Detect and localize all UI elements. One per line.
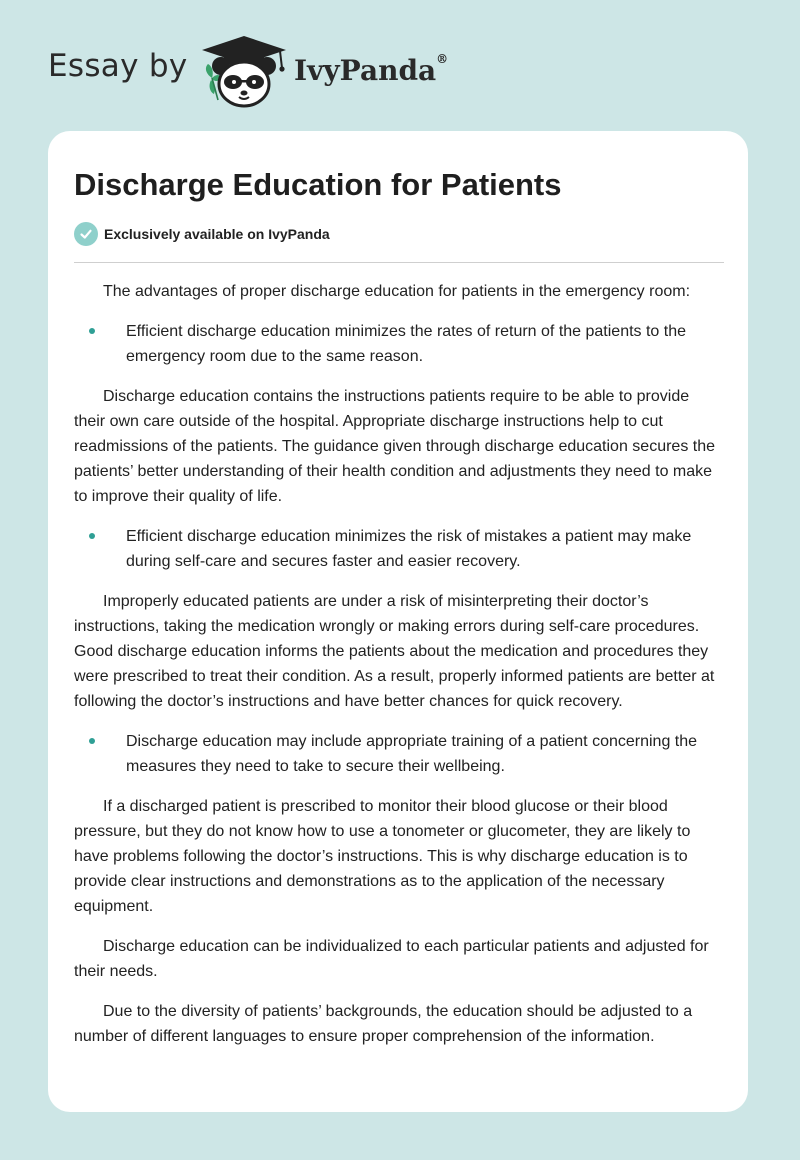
- registered-mark: ®: [436, 52, 449, 66]
- paragraph: The advantages of proper discharge education for patients in the emergency room:: [103, 283, 691, 300]
- bullet-item: Efficient discharge education minimizes the rates of return of the patients to the emergency room due to the same reason.: [74, 319, 724, 369]
- brand-name[interactable]: IvyPanda®: [294, 52, 449, 87]
- bullet-item: Discharge education may include appropriate training of a patient concerning the measures they need to take to secure their wellbeing.: [74, 729, 724, 779]
- article-body: [74, 279, 724, 1064]
- paragraph: Due to the diversity of patients’ backgrounds, the education should be adjusted to a number of different languages to ensure proper comprehension of the information.: [74, 1003, 693, 1045]
- divider: [74, 262, 724, 263]
- panda-logo-icon[interactable]: [198, 34, 290, 110]
- paragraph: Discharge education contains the instructions patients require to be able to provide their own care outside of the hospital. Appropriate discharge instructions help to cut readmissions of the patients. The guidance given through discharge education secures the patients’ better understanding of their health condition and adjustments they need to make to improve their quality of life.: [74, 388, 715, 505]
- bullet-list: [74, 319, 724, 369]
- paragraph: Improperly educated patients are under a risk of misinterpreting their doctor’s instructions, taking the medication wrongly or making errors during self-care procedures. Good discharge education informs the patients about the medication and procedures they were prescribed to treat their condition. As a result, properly informed patients are better at following the doctor’s instructions and have better chances for quick recovery.: [74, 593, 715, 710]
- exclusive-badge: [74, 222, 330, 246]
- site-header: [0, 0, 800, 130]
- bullet-item: Efficient discharge education minimizes the risk of mistakes a patient may make during self-care and secures faster and easier recovery.: [74, 524, 724, 574]
- bullet-list: [74, 524, 724, 574]
- paragraph: If a discharged patient is prescribed to monitor their blood glucose or their blood pressure, but they do not know how to use a tonometer or glucometer, they are likely to have problems following the doctor’s instructions. This is why discharge education is to provide clear instructions and demonstrations as to the application of the necessary equipment.: [74, 798, 691, 915]
- paragraph: Discharge education can be individualized to each particular patients and adjusted for their needs.: [74, 938, 709, 980]
- checkmark-icon: [74, 222, 98, 246]
- article-card: [48, 131, 748, 1112]
- essay-by-label: Essay by: [48, 48, 188, 84]
- bullet-list: [74, 729, 724, 779]
- badge-label: Exclusively available on IvyPanda: [104, 226, 330, 242]
- page-title: Discharge Education for Patients: [74, 167, 562, 202]
